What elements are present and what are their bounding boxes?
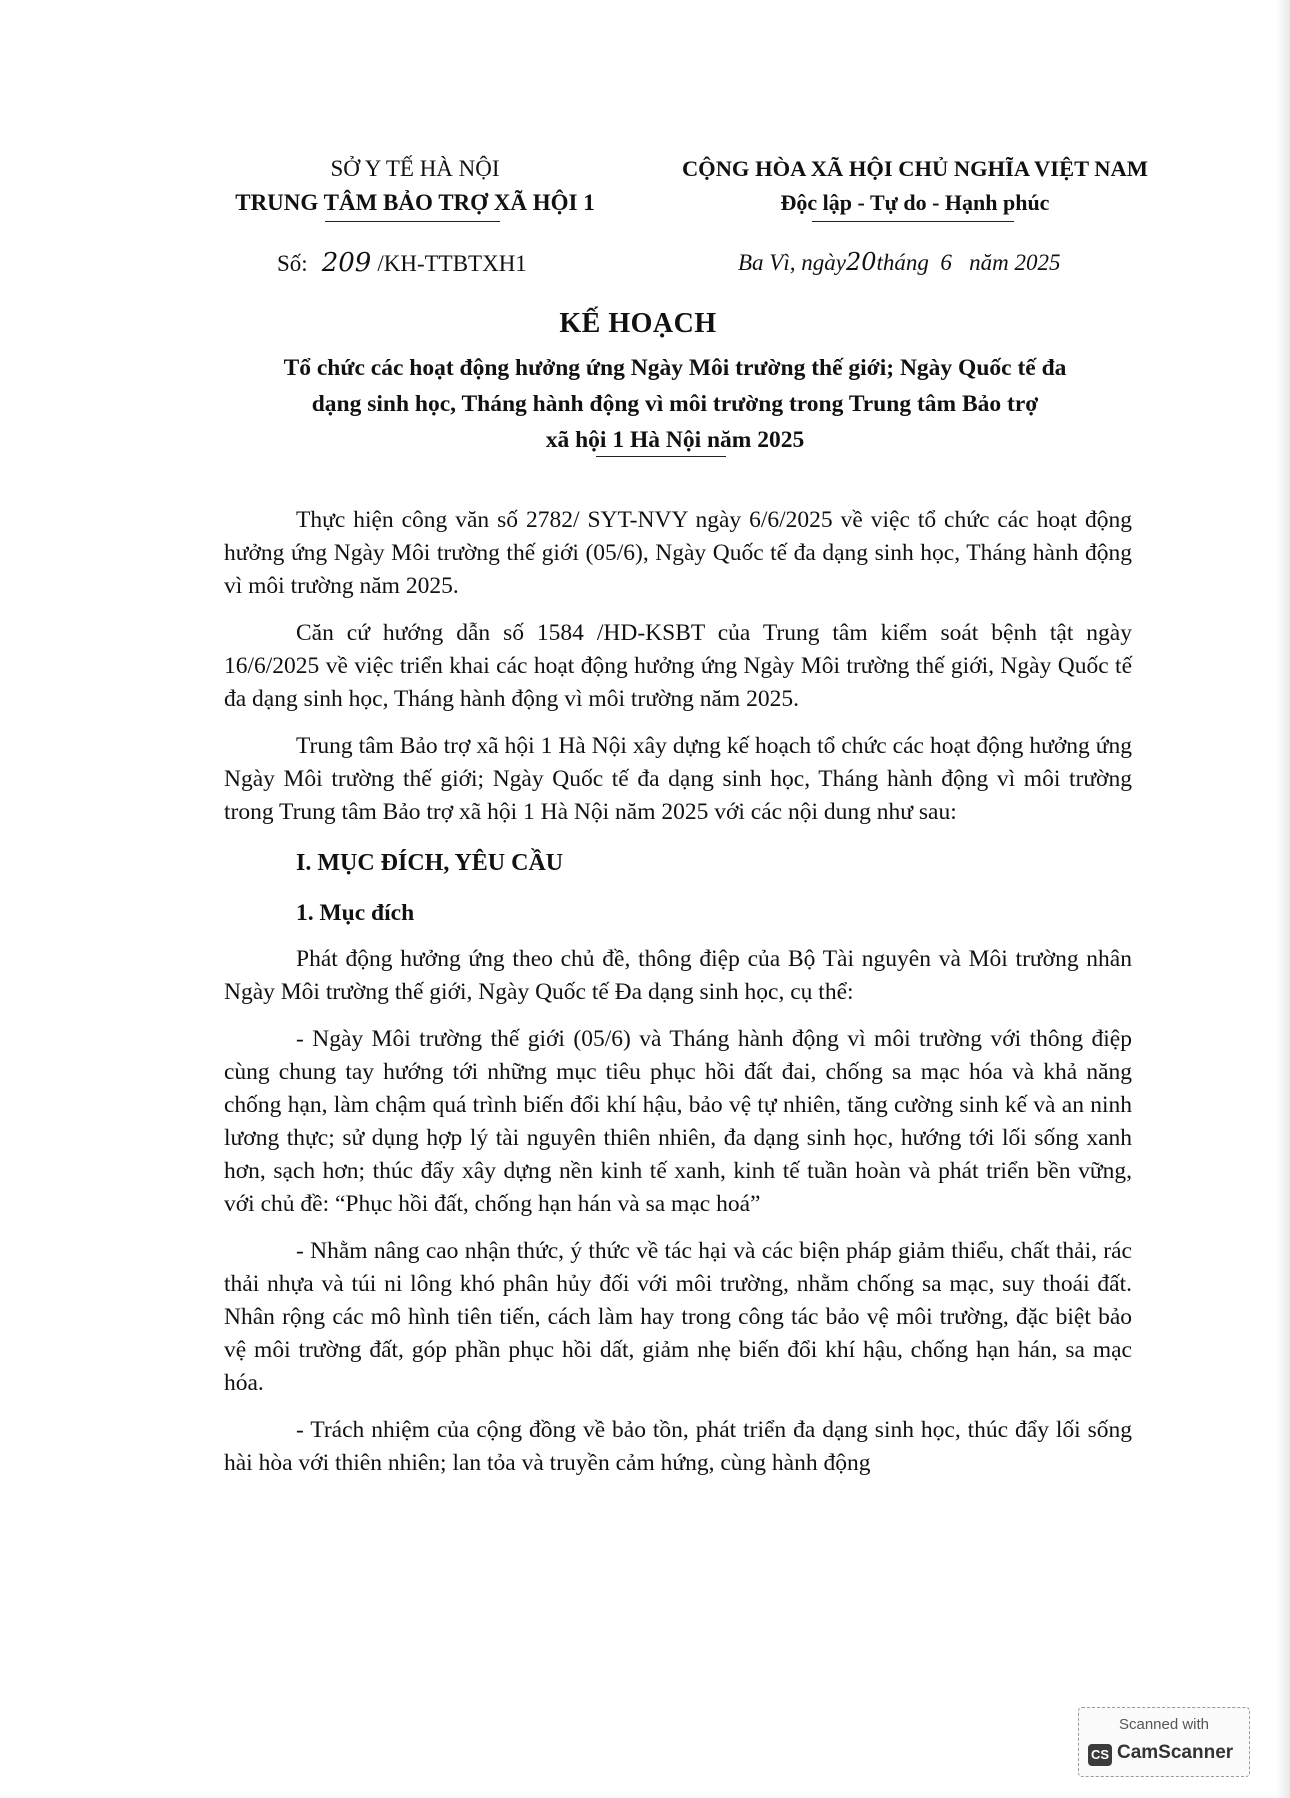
bullet-1: - Ngày Môi trường thế giới (05/6) và Tháng hành động vì môi trường với thông điệp cùng chung tay hướng tới những mục tiêu phục hồi đất đai, chống sa mạc hóa và khả năng chống hạn, làm chậm quá trình biến đổi khí hậu, bảo vệ tự nhiên, tăng cường sinh kế và an ninh lương thực; sử dụng hợp lý tài nguyên thiên nhiên, đa dạng sinh học, hướng tới lối sống xanh hơn, sạch hơn; thúc đẩy xây dựng nền kinh tế xanh, kinh tế tuần hoàn và phát triển bền vững, với chủ đề: “Phục hồi đất, chống hạn hán và sa mạc hoá” [224, 1026, 1132, 1217]
document-number-code: /KH-TTBTXH1 [377, 251, 527, 276]
date-prefix: Ba Vì, ngày [738, 250, 846, 275]
document-date [738, 248, 1061, 276]
paragraph-3: Trung tâm Bảo trợ xã hội 1 Hà Nội xây dựng kế hoạch tổ chức các hoạt động hưởng ứng Ngày Môi trường thế giới; Ngày Quốc tế đa dạng sinh học, Tháng hành động vì môi trường trong Trung tâm Bảo trợ xã hội 1 Hà Nội năm 2025 với các nội dung như sau: [224, 733, 1132, 825]
date-month: 6 [940, 250, 952, 275]
camscanner-logo-icon: CS [1088, 1744, 1112, 1766]
subtitle-line-3: xã hội 1 Hà Nội năm 2025 [545, 427, 805, 453]
section-1-heading: I. MỤC ĐÍCH, YÊU CẦU [296, 850, 564, 876]
agency-underline [325, 221, 500, 222]
bullet-2: - Nhằm nâng cao nhận thức, ý thức về tác hại và các biện pháp giảm thiểu, chất thải, rác thải nhựa và túi ni lông khó phân hủy đối với môi trường, nhằm chống sa mạc, suy thoái đất. Nhân rộng các mô hình tiên tiến, cách làm hay trong công tác bảo vệ môi trường, đặc biệt bảo vệ môi trường đất, góp phần phục hồi dất, giảm nhẹ biến đổi khí hậu, chống hạn hán, sa mạc hóa. [224, 1238, 1132, 1396]
paragraph-4: Phát động hưởng ứng theo chủ đề, thông điệp của Bộ Tài nguyên và Môi trường nhân Ngày Môi trường thế giới, Ngày Quốc tế Đa dạng sinh học, cụ thể: [224, 946, 1132, 1005]
document-subtitle [215, 350, 1135, 458]
national-name: CỘNG HÒA XÃ HỘI CHỦ NGHĨA VIỆT NAM [681, 156, 1149, 181]
scanned-with-label: Scanned with [1118, 1716, 1210, 1733]
agency-header [210, 152, 620, 220]
date-day: 20 [845, 248, 877, 276]
subsection-1-heading: 1. Mục đích [296, 900, 415, 926]
camscanner-watermark [1078, 1707, 1250, 1777]
subtitle-line-1: Tổ chức các hoạt động hưởng ứng Ngày Môi trường thế giới; Ngày Quốc tế đa [283, 355, 1067, 381]
document-number-label: Số: [277, 251, 308, 276]
date-month-label: tháng [876, 250, 929, 275]
page-edge-shadow [1276, 0, 1290, 1798]
national-motto: Độc lập - Tự do - Hạnh phúc [780, 190, 1050, 215]
parent-agency: SỞ Y TẾ HÀ NỘI [330, 156, 500, 181]
bullet-3: - Trách nhiệm của cộng đồng về bảo tồn, phát triển đa dạng sinh học, thúc đẩy lối sống hài hòa với thiên nhiên; lan tỏa và truyền cảm hứng, cùng hành động [224, 1417, 1132, 1476]
camscanner-brand: CamScanner [1117, 1742, 1234, 1763]
title-underline [596, 456, 726, 457]
paragraph-2: Căn cứ hướng dẫn số 1584 /HD-KSBT của Trung tâm kiểm soát bệnh tật ngày 16/6/2025 về việc triển khai các hoạt động hưởng ứng Ngày Môi trường thế giới, Ngày Quốc tế đa dạng sinh học, Tháng hành động vì môi trường năm 2025. [224, 620, 1132, 712]
date-year: năm 2025 [969, 250, 1061, 275]
document-body [224, 504, 1132, 1494]
motto-underline [812, 221, 1014, 222]
document-number [277, 248, 527, 278]
document-title: KẾ HOẠCH [559, 308, 717, 339]
issuing-agency: TRUNG TÂM BẢO TRỢ XÃ HỘI 1 [235, 190, 595, 215]
subtitle-line-2: dạng sinh học, Tháng hành động vì môi trường trong Trung tâm Bảo trợ [311, 391, 1039, 417]
national-header [655, 152, 1175, 220]
document-number-value: 209 [321, 248, 372, 278]
paragraph-1: Thực hiện công văn số 2782/ SYT-NVY ngày 6/6/2025 về việc tổ chức các hoạt động hưởng ứng Ngày Môi trường thế giới (05/6), Ngày Quốc tế đa dạng sinh học, Tháng hành động vì môi trường năm 2025. [224, 507, 1132, 599]
